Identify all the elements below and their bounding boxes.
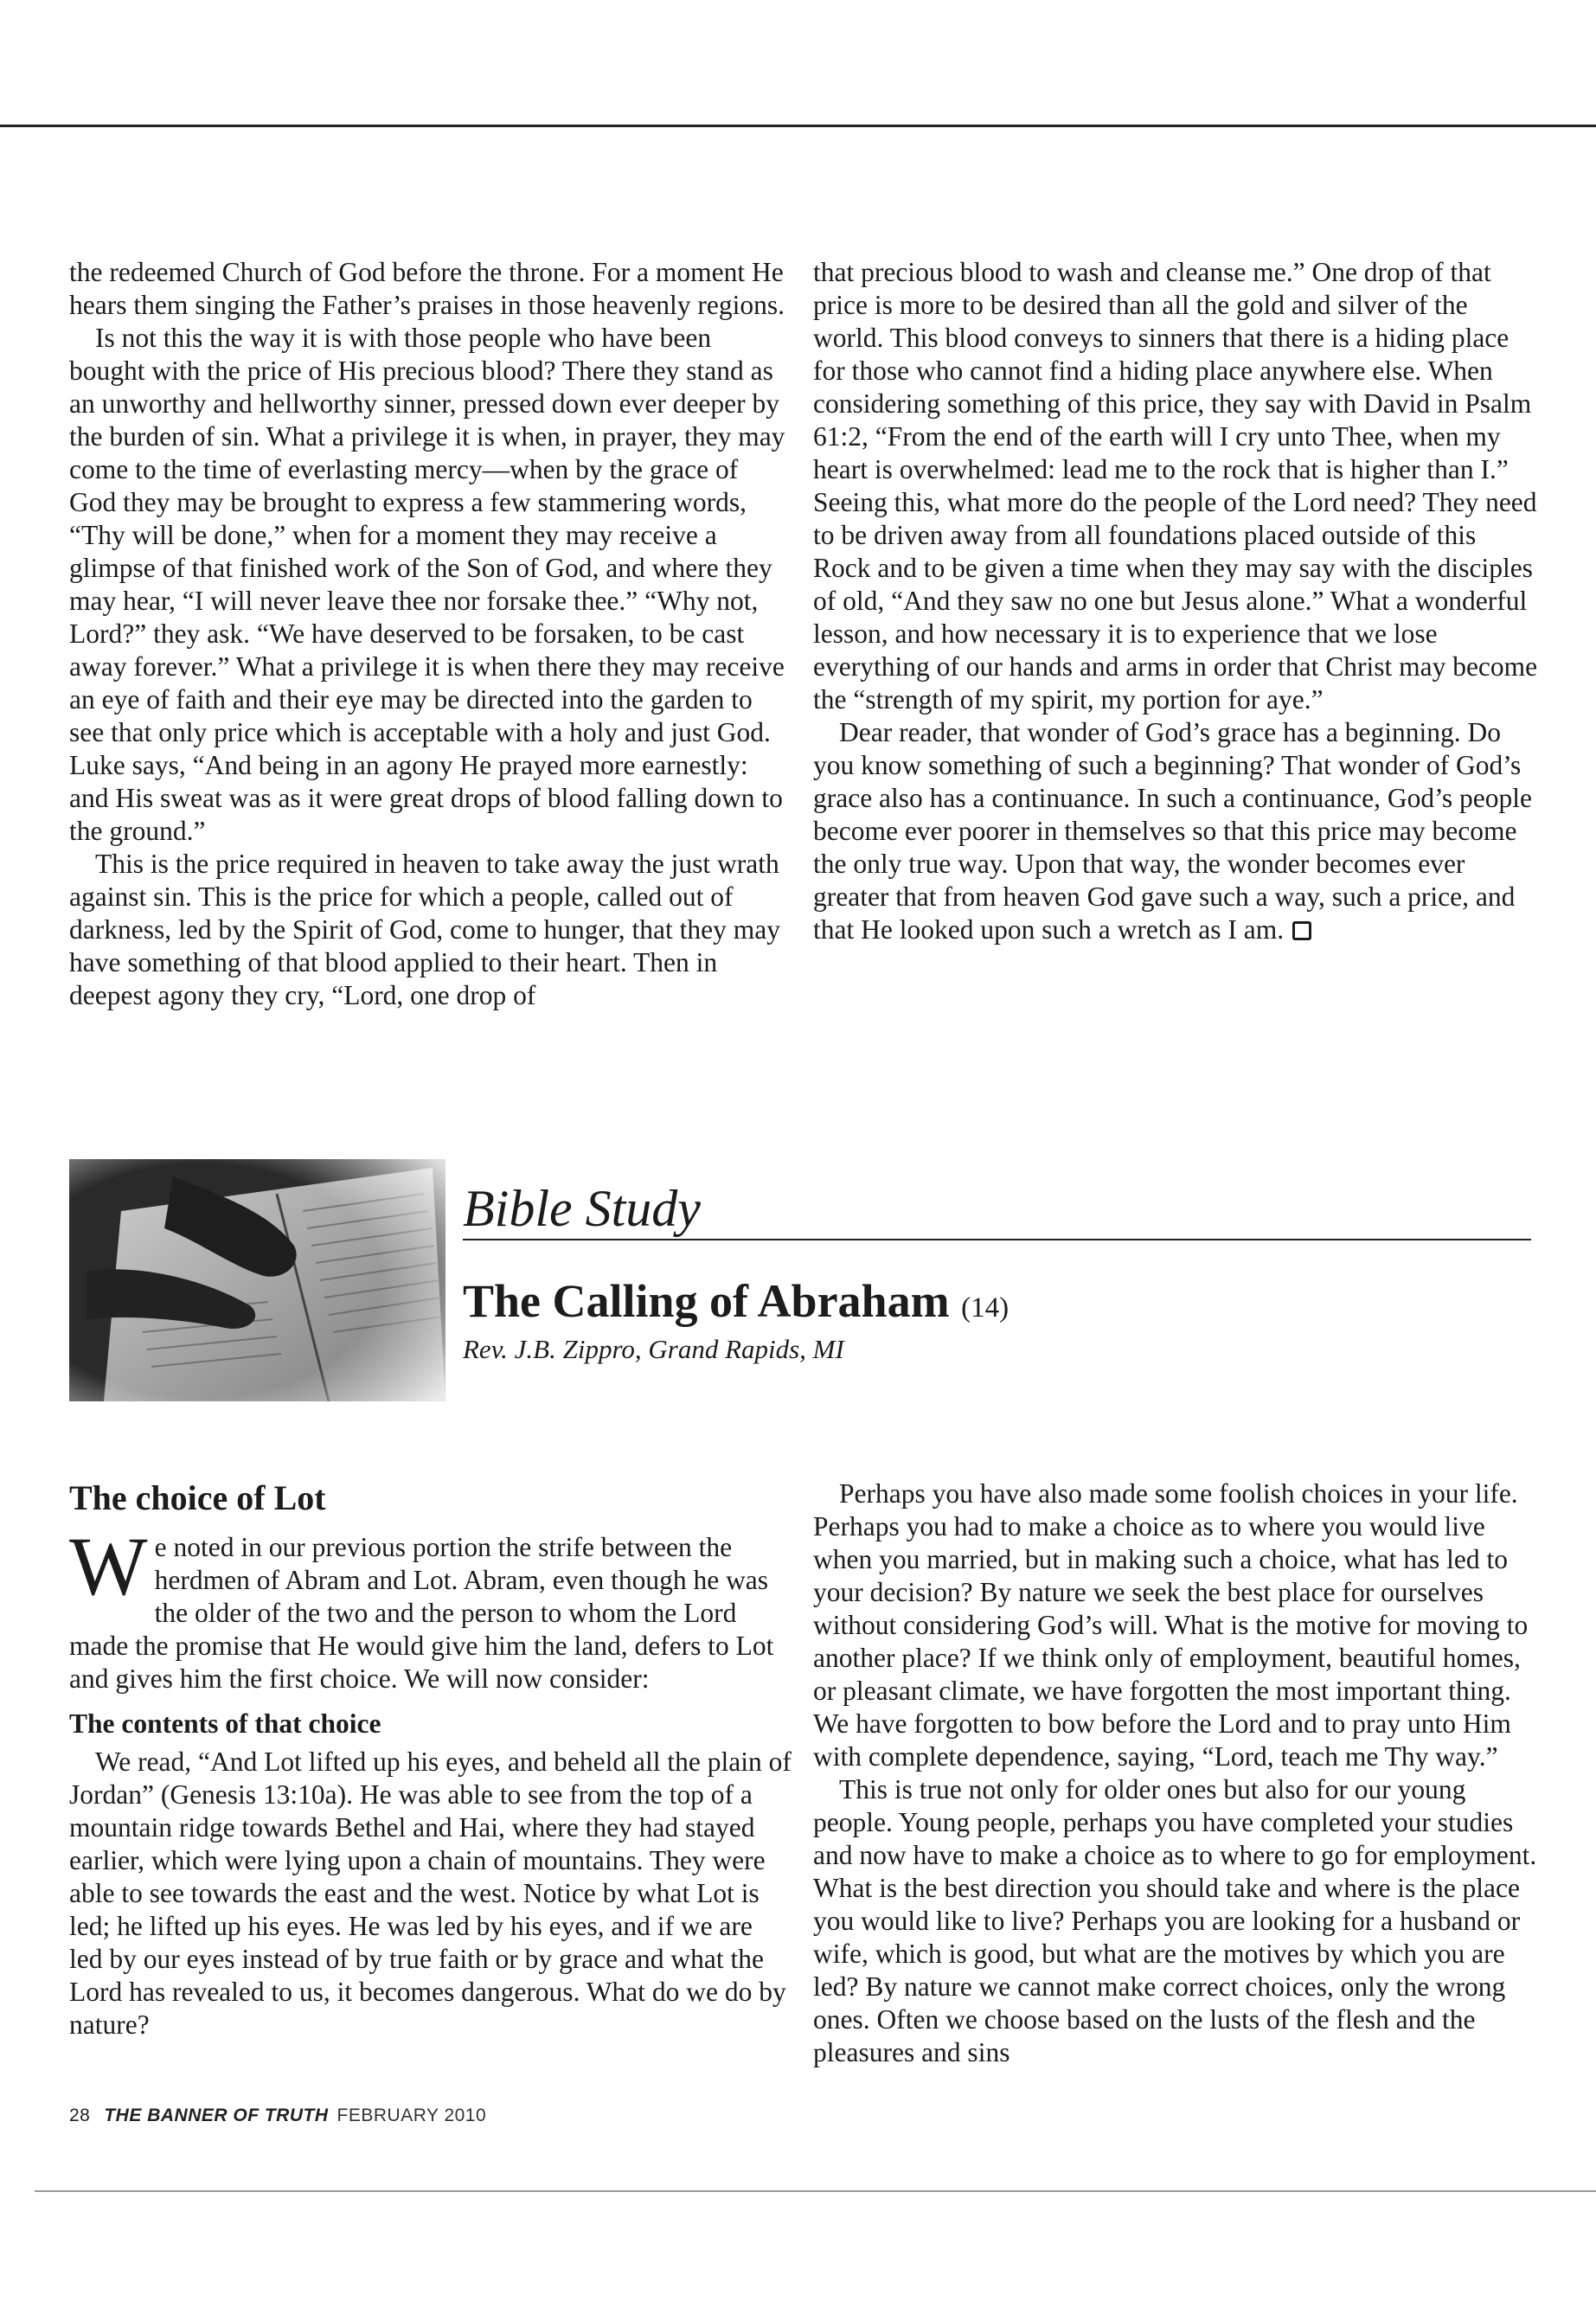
article-column-top-right: [813, 256, 1540, 946]
section-rule: [463, 1239, 1531, 1240]
paragraph: This is the price required in heaven to take away the just wrath against sin. This is the price for which a people, called out of darkness, led by the Spirit of God, come to hunger, that they may have something of that blood applied to their heart. Then in deepest agony they cry, “Lord, one drop of: [69, 849, 780, 1010]
paragraph: Perhaps you have also made some foolish choices in your life. Perhaps you had to make a choice as to where you would live when you married, but in making such a choice, what has led to your decision? By nature we seek the best place for ourselves without considering God’s will. What is the motive for moving to another place? If we think only of employment, beautiful homes, or pleasant climate, we have forgotten the most important thing. We have forgotten to bow before the Lord and to pray unto Him with complete dependence, saying, “Lord, teach me Thy way.”: [813, 1478, 1529, 1772]
bottom-rule: [35, 2190, 1596, 2192]
paragraph: that precious blood to wash and cleanse me.” One drop of that price is more to be desired than all the gold and silver of the world. This blood conveys to sinners that there is a hiding place for those who cannot find a hiding place anywhere else. When considering something of this price, they say with David in Psalm 61:2, “From the end of the earth will I cry unto Thee, when my heart is overwhelmed: lead me to the rock that is higher than I.” Seeing this, what more do the people of the Lord need? They need to be driven away from all foundations placed outside of this Rock and to be given a time when they may say with the disciples of old, “And they saw no one but Jesus alone.” What a wonderful lesson, and how necessary it is to experience that we lose everything of our hands and arms in order that Christ may become the “strength of my spirit, my portion for aye.”: [813, 257, 1538, 715]
byline: Rev. J.B. Zippro, Grand Rapids, MI: [463, 1334, 844, 1364]
article-column-bottom-left: [69, 1477, 792, 2041]
paragraph: the redeemed Church of God before the throne. For a moment He hears them singing the Father’s praises in those heavenly regions.: [69, 257, 785, 320]
intro-text: e noted in our previous portion the strife between the herdmen of Abram and Lot. Abram, even though he was the older of the two and the person to whom the Lord made the promise that He would give him the land, defers to Lot and gives him the first choice. We will now consider:: [69, 1532, 774, 1694]
drop-cap: W: [69, 1520, 148, 1612]
article-part-number: (14): [961, 1292, 1010, 1324]
article-column-bottom-right: [813, 1477, 1540, 2069]
magazine-name: THE BANNER OF TRUTH: [104, 2106, 329, 2125]
article-column-top-left: [69, 256, 792, 1012]
top-rule: [0, 125, 1596, 127]
subheading: The contents of that choice: [69, 1708, 381, 1739]
end-of-article-icon: [1292, 921, 1311, 940]
paragraph-text: Dear reader, that wonder of God’s grace has a beginning. Do you know something of such a beginning? That wonder of God’s grace also has a continuance. In such a continuance, God’s people become ever poorer in themselves so that this price may become the only true way. Upon that way, the wonder becomes ever greater that from heaven God gave such a way, such a price, and that He looked upon such a wretch as I am.: [813, 717, 1532, 945]
paragraph: We read, “And Lot lifted up his eyes, and beheld all the plain of Jordan” (Genesis 13:10a). He was able to see from the top of a mountain ridge towards Bethel and Hai, where they had stayed earlier, which were lying upon a chain of mountains. They were able to see towards the east and the west. Notice by what Lot is led; he lifted up his eyes. He was led by his eyes, and if we are led by our eyes instead of by true faith or by grace and what the Lord has revealed to us, it becomes dangerous. What do we do by nature?: [69, 1747, 792, 2040]
article-title: [463, 1273, 1009, 1336]
subheading: The choice of Lot: [69, 1478, 326, 1517]
paragraph: This is true not only for older ones but also for our young people. Young people, perhaps you have completed your studies and now have to make a choice as to where to go for employment. What is the best direction you should take and where is the place you would like to live? Perhaps you are looking for a husband or wife, which is good, but what are the motives by which you are led? By nature we cannot make correct choices, only the wrong ones. Often we choose based on the lusts of the flesh and the pleasures and sins: [813, 1774, 1537, 2067]
issue-date: FEBRUARY 2010: [337, 2106, 487, 2125]
page-number: 28: [69, 2106, 91, 2125]
paragraph-final: [813, 716, 1540, 946]
section-title: Bible Study: [463, 1180, 701, 1237]
page-footer: [69, 2106, 486, 2126]
intro-paragraph: [69, 1520, 792, 1695]
bible-study-photo: [69, 1159, 445, 1401]
hands-on-bible-image: [69, 1159, 445, 1401]
paragraph: Is not this the way it is with those people who have been bought with the price of His precious blood? There they stand as an unworthy and hellworthy sinner, pressed down ever deeper by the burden of sin. What a privilege it is when, in prayer, they may come to the time of everlasting mercy—when by the grace of God they may be brought to express a few stammering words, “Thy will be done,” when for a moment they may receive a glimpse of that finished work of the Son of God, and where they may hear, “I will never leave thee nor forsake thee.” “Why not, Lord?” they ask. “We have deserved to be forsaken, to be cast away forever.” What a privilege it is when there they may receive an eye of faith and their eye may be directed into the garden to see that only price which is acceptable with a holy and just God. Luke says, “And being in an agony He prayed more earnestly: and His sweat was as it were great drops of blood falling down to the ground.”: [69, 323, 785, 846]
article-title-text: The Calling of Abraham: [463, 1275, 950, 1327]
